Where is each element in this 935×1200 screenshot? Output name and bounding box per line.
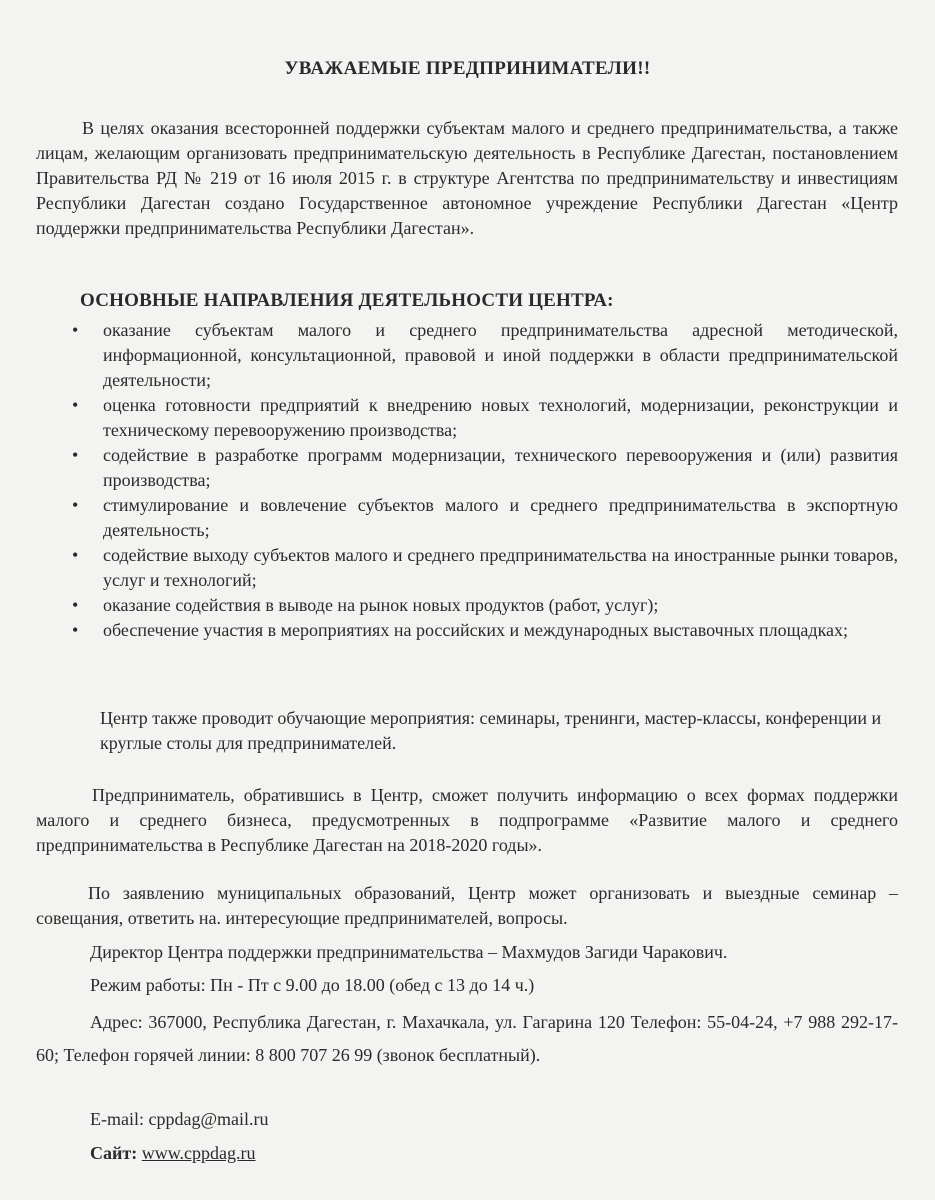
directions-heading: ОСНОВНЫЕ НАПРАВЛЕНИЯ ДЕЯТЕЛЬНОСТИ ЦЕНТРА: bbox=[80, 290, 614, 311]
list-item: • оказание субъектам малого и среднего предпринимательства адресной методической, информационной, консультационной, правовой и иной поддержки в области предпринимательской деятельности; bbox=[60, 318, 898, 393]
site-line bbox=[90, 1141, 256, 1166]
directions-list bbox=[60, 318, 898, 643]
seminar-paragraph: По заявлению муниципальных образований, Центр может организовать и выездные семинар – совещания, ответить на. интересующие предпринимателей, вопросы. bbox=[36, 883, 898, 928]
page-title: УВАЖАЕМЫЕ ПРЕДПРИНИМАТЕЛИ!! bbox=[284, 58, 651, 79]
director-line: Директор Центра поддержки предпринимательства – Махмудов Загиди Чаракович. bbox=[90, 942, 728, 962]
email-line: E-mail: cppdag@mail.ru bbox=[90, 1109, 269, 1129]
site-label: Сайт: bbox=[90, 1143, 138, 1163]
intro-paragraph: В целях оказания всесторонней поддержки субъектам малого и среднего предпринимательства, а также лицам, желающим организовать предпринимательскую деятельность в Республике Дагестан, постановлением Правительства РД № 219 от 16 июля 2015 г. в структуре Агентства по предпринимательству и инвестициям Республики Дагестан создано Государственное автономное учреждение Республики Дагестан «Центр поддержки предпринимательства Республики Дагестан». bbox=[36, 118, 898, 238]
address-contacts: Адрес: 367000, Республика Дагестан, г. Махачкала, ул. Гагарина 120 Телефон: 55-04-24, +7 988 292-17-60; Телефон горячей линии: 8 800 707 26 99 (звонок бесплатный). bbox=[36, 1012, 898, 1065]
list-item: • содействие в разработке программ модернизации, технического перевооружения и (или) развития производства; bbox=[60, 443, 898, 493]
list-item: • оценка готовности предприятий к внедрению новых технологий, модернизации, реконструкции и техническому перевооружению производства; bbox=[60, 393, 898, 443]
list-item: • содействие выходу субъектов малого и среднего предпринимательства на иностранные рынки товаров, услуг и технологий; bbox=[60, 543, 898, 593]
site-link[interactable]: www.cppdag.ru bbox=[141, 1143, 256, 1163]
info-paragraph: Предприниматель, обратившись в Центр, сможет получить информацию о всех формах поддержки малого и среднего бизнеса, предусмотренных в подпрограмме «Развитие малого и среднего предпринимательства в Республике Дагестан на 2018-2020 годы». bbox=[36, 785, 898, 855]
list-item: • оказание содействия в выводе на рынок новых продуктов (работ, услуг); bbox=[60, 593, 898, 618]
list-item: • обеспечение участия в мероприятиях на российских и международных выставочных площадках; bbox=[60, 618, 898, 643]
training-paragraph: Центр также проводит обучающие мероприятия: семинары, тренинги, мастер-классы, конференции и круглые столы для предпринимателей. bbox=[100, 708, 882, 753]
list-item: • стимулирование и вовлечение субъектов малого и среднего предпринимательства в экспортную деятельность; bbox=[60, 493, 898, 543]
working-hours: Режим работы: Пн - Пт с 9.00 до 18.00 (обед с 13 до 14 ч.) bbox=[90, 975, 535, 995]
